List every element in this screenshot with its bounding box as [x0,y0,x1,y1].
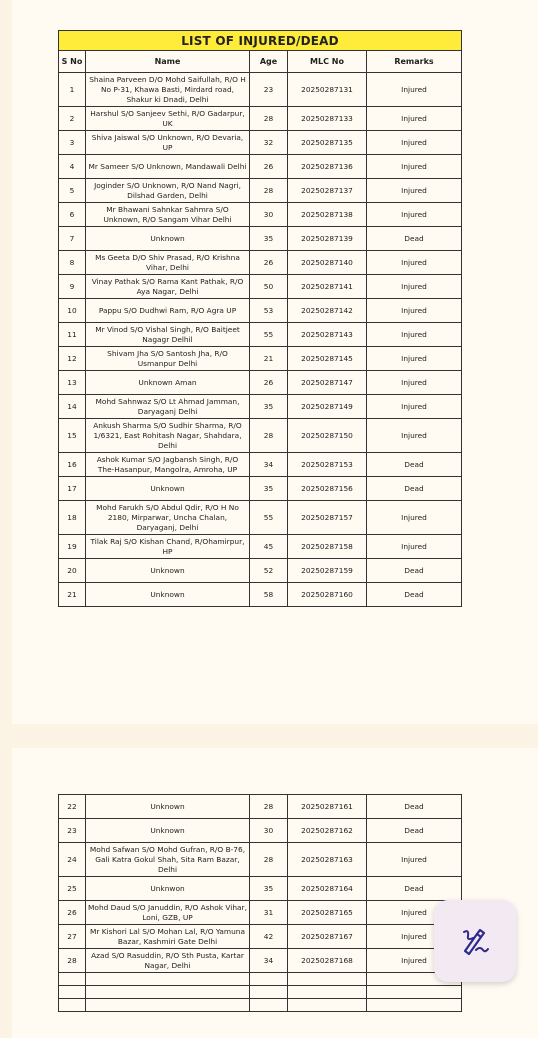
cell-sno: 17 [59,477,86,501]
cell-mlc-no: 20250287135 [288,131,367,155]
cell-remarks: Injured [367,323,462,347]
cell-name: Joginder S/O Unknown, R/O Nand Nagri, Dilshad Garden, Delhi [86,179,250,203]
header-age: Age [250,51,288,73]
table-row [59,107,462,131]
cell-name: Mohd Safwan S/O Mohd Gufran, R/O B-76, Gali Katra Gokul Shah, Sita Ram Bazar, Delhi [86,843,250,877]
cell-age: 35 [250,477,288,501]
cell-mlc-no: 20250287142 [288,299,367,323]
cell-mlc-no: 20250287141 [288,275,367,299]
title-row [59,31,462,51]
cell-name: Pappu S/O Dudhwi Ram, R/O Agra UP [86,299,250,323]
table-row [59,179,462,203]
table-row [59,949,462,973]
cell-name: Mr Bhawani Sahnkar Sahmra S/O Unknown, R/O Sangam Vihar Delhi [86,203,250,227]
header-mlc-no: MLC No [288,51,367,73]
cell-age: 26 [250,371,288,395]
cell-mlc-no: 20250287157 [288,501,367,535]
cell-age: 50 [250,275,288,299]
cell-name: Shivam Jha S/O Santosh Jha, R/O Usmanpur Delhi [86,347,250,371]
table-body-page-2 [59,795,462,1012]
table-row [59,73,462,107]
cell-remarks: Injured [367,501,462,535]
cell-age: 26 [250,155,288,179]
empty-cell [288,973,367,986]
cell-name: Harshul S/O Sanjeev Sethi, R/O Gadarpur, UK [86,107,250,131]
cell-name: Tilak Raj S/O Kishan Chand, R/Ohamirpur, HP [86,535,250,559]
header-remarks: Remarks [367,51,462,73]
cell-name: Mr Vinod S/O Vishal Singh, R/O Baitjeet Nagagr Delhil [86,323,250,347]
cell-name: Vinay Pathak S/O Rama Kant Pathak, R/O Aya Nagar, Delhi [86,275,250,299]
empty-table-row [59,986,462,999]
cell-age: 35 [250,877,288,901]
cell-mlc-no: 20250287159 [288,559,367,583]
cell-mlc-no: 20250287139 [288,227,367,251]
document-page-2 [12,748,538,1038]
cell-mlc-no: 20250287164 [288,877,367,901]
table-row [59,299,462,323]
header-sno: S No [59,51,86,73]
cell-remarks: Dead [367,795,462,819]
cell-remarks: Injured [367,535,462,559]
table-row [59,155,462,179]
table-row [59,477,462,501]
cell-age: 21 [250,347,288,371]
cell-name: Unknown [86,227,250,251]
cell-mlc-no: 20250287165 [288,901,367,925]
empty-table-row [59,973,462,986]
cell-remarks: Injured [367,419,462,453]
cell-name: Shaina Parveen D/O Mohd Saifullah, R/O H No P-31, Khawa Basti, Mirdard road, Shakur ki Dnadi, Delhi [86,73,250,107]
table-row [59,203,462,227]
cell-name: Mohd Farukh S/O Abdul Qdir, R/O H No 2180, Mirparwar, Uncha Chalan, Daryaganj, Delhi [86,501,250,535]
table-body-page-1 [59,31,462,607]
cell-remarks: Injured [367,395,462,419]
empty-table-row [59,999,462,1012]
cell-remarks: Dead [367,227,462,251]
cell-sno: 4 [59,155,86,179]
table-row [59,819,462,843]
empty-cell [288,986,367,999]
injured-dead-table [58,30,462,607]
table-row [59,843,462,877]
cell-remarks: Injured [367,107,462,131]
empty-cell [250,999,288,1012]
cell-age: 52 [250,559,288,583]
cell-name: Ankush Sharma S/O Sudhir Sharma, R/O 1/6321, East Rohitash Nagar, Shahdara, Delhi [86,419,250,453]
cell-remarks: Dead [367,819,462,843]
cell-sno: 25 [59,877,86,901]
table-title: LIST OF INJURED/DEAD [59,31,462,51]
cell-mlc-no: 20250287168 [288,949,367,973]
cell-mlc-no: 20250287131 [288,73,367,107]
cell-mlc-no: 20250287161 [288,795,367,819]
cell-sno: 14 [59,395,86,419]
cell-name: Unknown Aman [86,371,250,395]
table-row [59,251,462,275]
cell-age: 31 [250,901,288,925]
cell-remarks: Injured [367,131,462,155]
cell-sno: 18 [59,501,86,535]
empty-cell [59,999,86,1012]
cell-sno: 26 [59,901,86,925]
cell-sno: 27 [59,925,86,949]
cell-sno: 8 [59,251,86,275]
cell-mlc-no: 20250287137 [288,179,367,203]
cell-sno: 22 [59,795,86,819]
cell-name: Azad S/O Rasuddin, R/O Sth Pusta, Kartar Nagar, Delhi [86,949,250,973]
cell-mlc-no: 20250287136 [288,155,367,179]
cell-remarks: Injured [367,371,462,395]
cell-mlc-no: 20250287162 [288,819,367,843]
cell-sno: 20 [59,559,86,583]
cell-name: Unknown [86,559,250,583]
cell-mlc-no: 20250287153 [288,453,367,477]
cell-remarks: Injured [367,179,462,203]
cell-sno: 16 [59,453,86,477]
cell-mlc-no: 20250287133 [288,107,367,131]
cell-age: 53 [250,299,288,323]
cell-age: 42 [250,925,288,949]
cell-sno: 11 [59,323,86,347]
cell-remarks: Injured [367,299,462,323]
cell-age: 58 [250,583,288,607]
cell-name: Unknown [86,583,250,607]
table-row [59,371,462,395]
cell-remarks: Injured [367,155,462,179]
cell-age: 55 [250,501,288,535]
table-row [59,323,462,347]
cell-age: 45 [250,535,288,559]
cell-remarks: Injured [367,925,462,949]
cell-name: Unknown [86,795,250,819]
cell-remarks: Injured [367,843,462,877]
cell-mlc-no: 20250287167 [288,925,367,949]
cell-mlc-no: 20250287150 [288,419,367,453]
cell-age: 35 [250,227,288,251]
cell-sno: 24 [59,843,86,877]
cell-sno: 15 [59,419,86,453]
empty-cell [288,999,367,1012]
cell-mlc-no: 20250287147 [288,371,367,395]
table-row [59,347,462,371]
cell-age: 35 [250,395,288,419]
empty-cell [250,986,288,999]
table-row [59,559,462,583]
cell-sno: 3 [59,131,86,155]
empty-cell [86,986,250,999]
draw-edit-icon [460,926,490,956]
cell-mlc-no: 20250287163 [288,843,367,877]
cell-name: Ms Geeta D/O Shiv Prasad, R/O Krishna Vihar, Delhi [86,251,250,275]
cell-remarks: Injured [367,73,462,107]
empty-cell [59,986,86,999]
cell-age: 55 [250,323,288,347]
cell-remarks: Injured [367,901,462,925]
table-row [59,227,462,251]
cell-age: 28 [250,419,288,453]
cell-sno: 13 [59,371,86,395]
cell-name: Unknown [86,819,250,843]
cell-remarks: Injured [367,347,462,371]
cell-name: Shiva Jaiswal S/O Unknown, R/O Devaria, UP [86,131,250,155]
table-row [59,535,462,559]
cell-name: Ashok Kumar S/O Jagbansh Singh, R/O The-Hasanpur, Mangolra, Amroha, UP [86,453,250,477]
cell-age: 34 [250,453,288,477]
table-row [59,501,462,535]
cell-name: Mohd Daud S/O Januddin, R/O Ashok Vihar, Loni, GZB, UP [86,901,250,925]
cell-mlc-no: 20250287138 [288,203,367,227]
cell-remarks: Dead [367,559,462,583]
table-row [59,453,462,477]
cell-sno: 9 [59,275,86,299]
table-row [59,395,462,419]
cell-age: 30 [250,203,288,227]
cell-age: 28 [250,843,288,877]
cell-sno: 21 [59,583,86,607]
table-row [59,419,462,453]
empty-cell [86,999,250,1012]
cell-age: 26 [250,251,288,275]
cell-age: 28 [250,179,288,203]
table-row [59,925,462,949]
cell-sno: 10 [59,299,86,323]
header-row [59,51,462,73]
empty-cell [59,973,86,986]
empty-cell [367,986,462,999]
cell-age: 32 [250,131,288,155]
cell-mlc-no: 20250287149 [288,395,367,419]
cell-name: Unknwon [86,877,250,901]
cell-sno: 23 [59,819,86,843]
cell-remarks: Injured [367,203,462,227]
table-row [59,583,462,607]
cell-age: 23 [250,73,288,107]
cell-mlc-no: 20250287158 [288,535,367,559]
cell-sno: 12 [59,347,86,371]
cell-name: Unknown [86,477,250,501]
empty-cell [250,973,288,986]
cell-mlc-no: 20250287140 [288,251,367,275]
cell-sno: 19 [59,535,86,559]
header-name: Name [86,51,250,73]
table-row [59,795,462,819]
cell-remarks: Dead [367,477,462,501]
edit-floating-button[interactable] [434,900,516,982]
cell-mlc-no: 20250287156 [288,477,367,501]
table-row [59,877,462,901]
cell-mlc-no: 20250287143 [288,323,367,347]
cell-name: Mr Sameer S/O Unknown, Mandawali Delhi [86,155,250,179]
table-row [59,275,462,299]
cell-age: 28 [250,795,288,819]
cell-sno: 1 [59,73,86,107]
table-row [59,131,462,155]
cell-age: 28 [250,107,288,131]
empty-cell [367,999,462,1012]
cell-mlc-no: 20250287145 [288,347,367,371]
cell-sno: 7 [59,227,86,251]
cell-sno: 2 [59,107,86,131]
cell-sno: 6 [59,203,86,227]
cell-age: 34 [250,949,288,973]
injured-dead-table-continued [58,794,462,1012]
cell-remarks: Dead [367,453,462,477]
cell-remarks: Injured [367,949,462,973]
document-page-1 [12,0,538,724]
cell-remarks: Dead [367,877,462,901]
cell-mlc-no: 20250287160 [288,583,367,607]
cell-remarks: Injured [367,275,462,299]
cell-remarks: Injured [367,251,462,275]
cell-remarks: Dead [367,583,462,607]
cell-name: Mohd Sahnwaz S/O Lt Ahmad Jamman, Daryaganj Delhi [86,395,250,419]
empty-cell [86,973,250,986]
cell-name: Mr Kishori Lal S/O Mohan Lal, R/O Yamuna Bazar, Kashmiri Gate Delhi [86,925,250,949]
cell-age: 30 [250,819,288,843]
cell-sno: 5 [59,179,86,203]
cell-sno: 28 [59,949,86,973]
table-row [59,901,462,925]
